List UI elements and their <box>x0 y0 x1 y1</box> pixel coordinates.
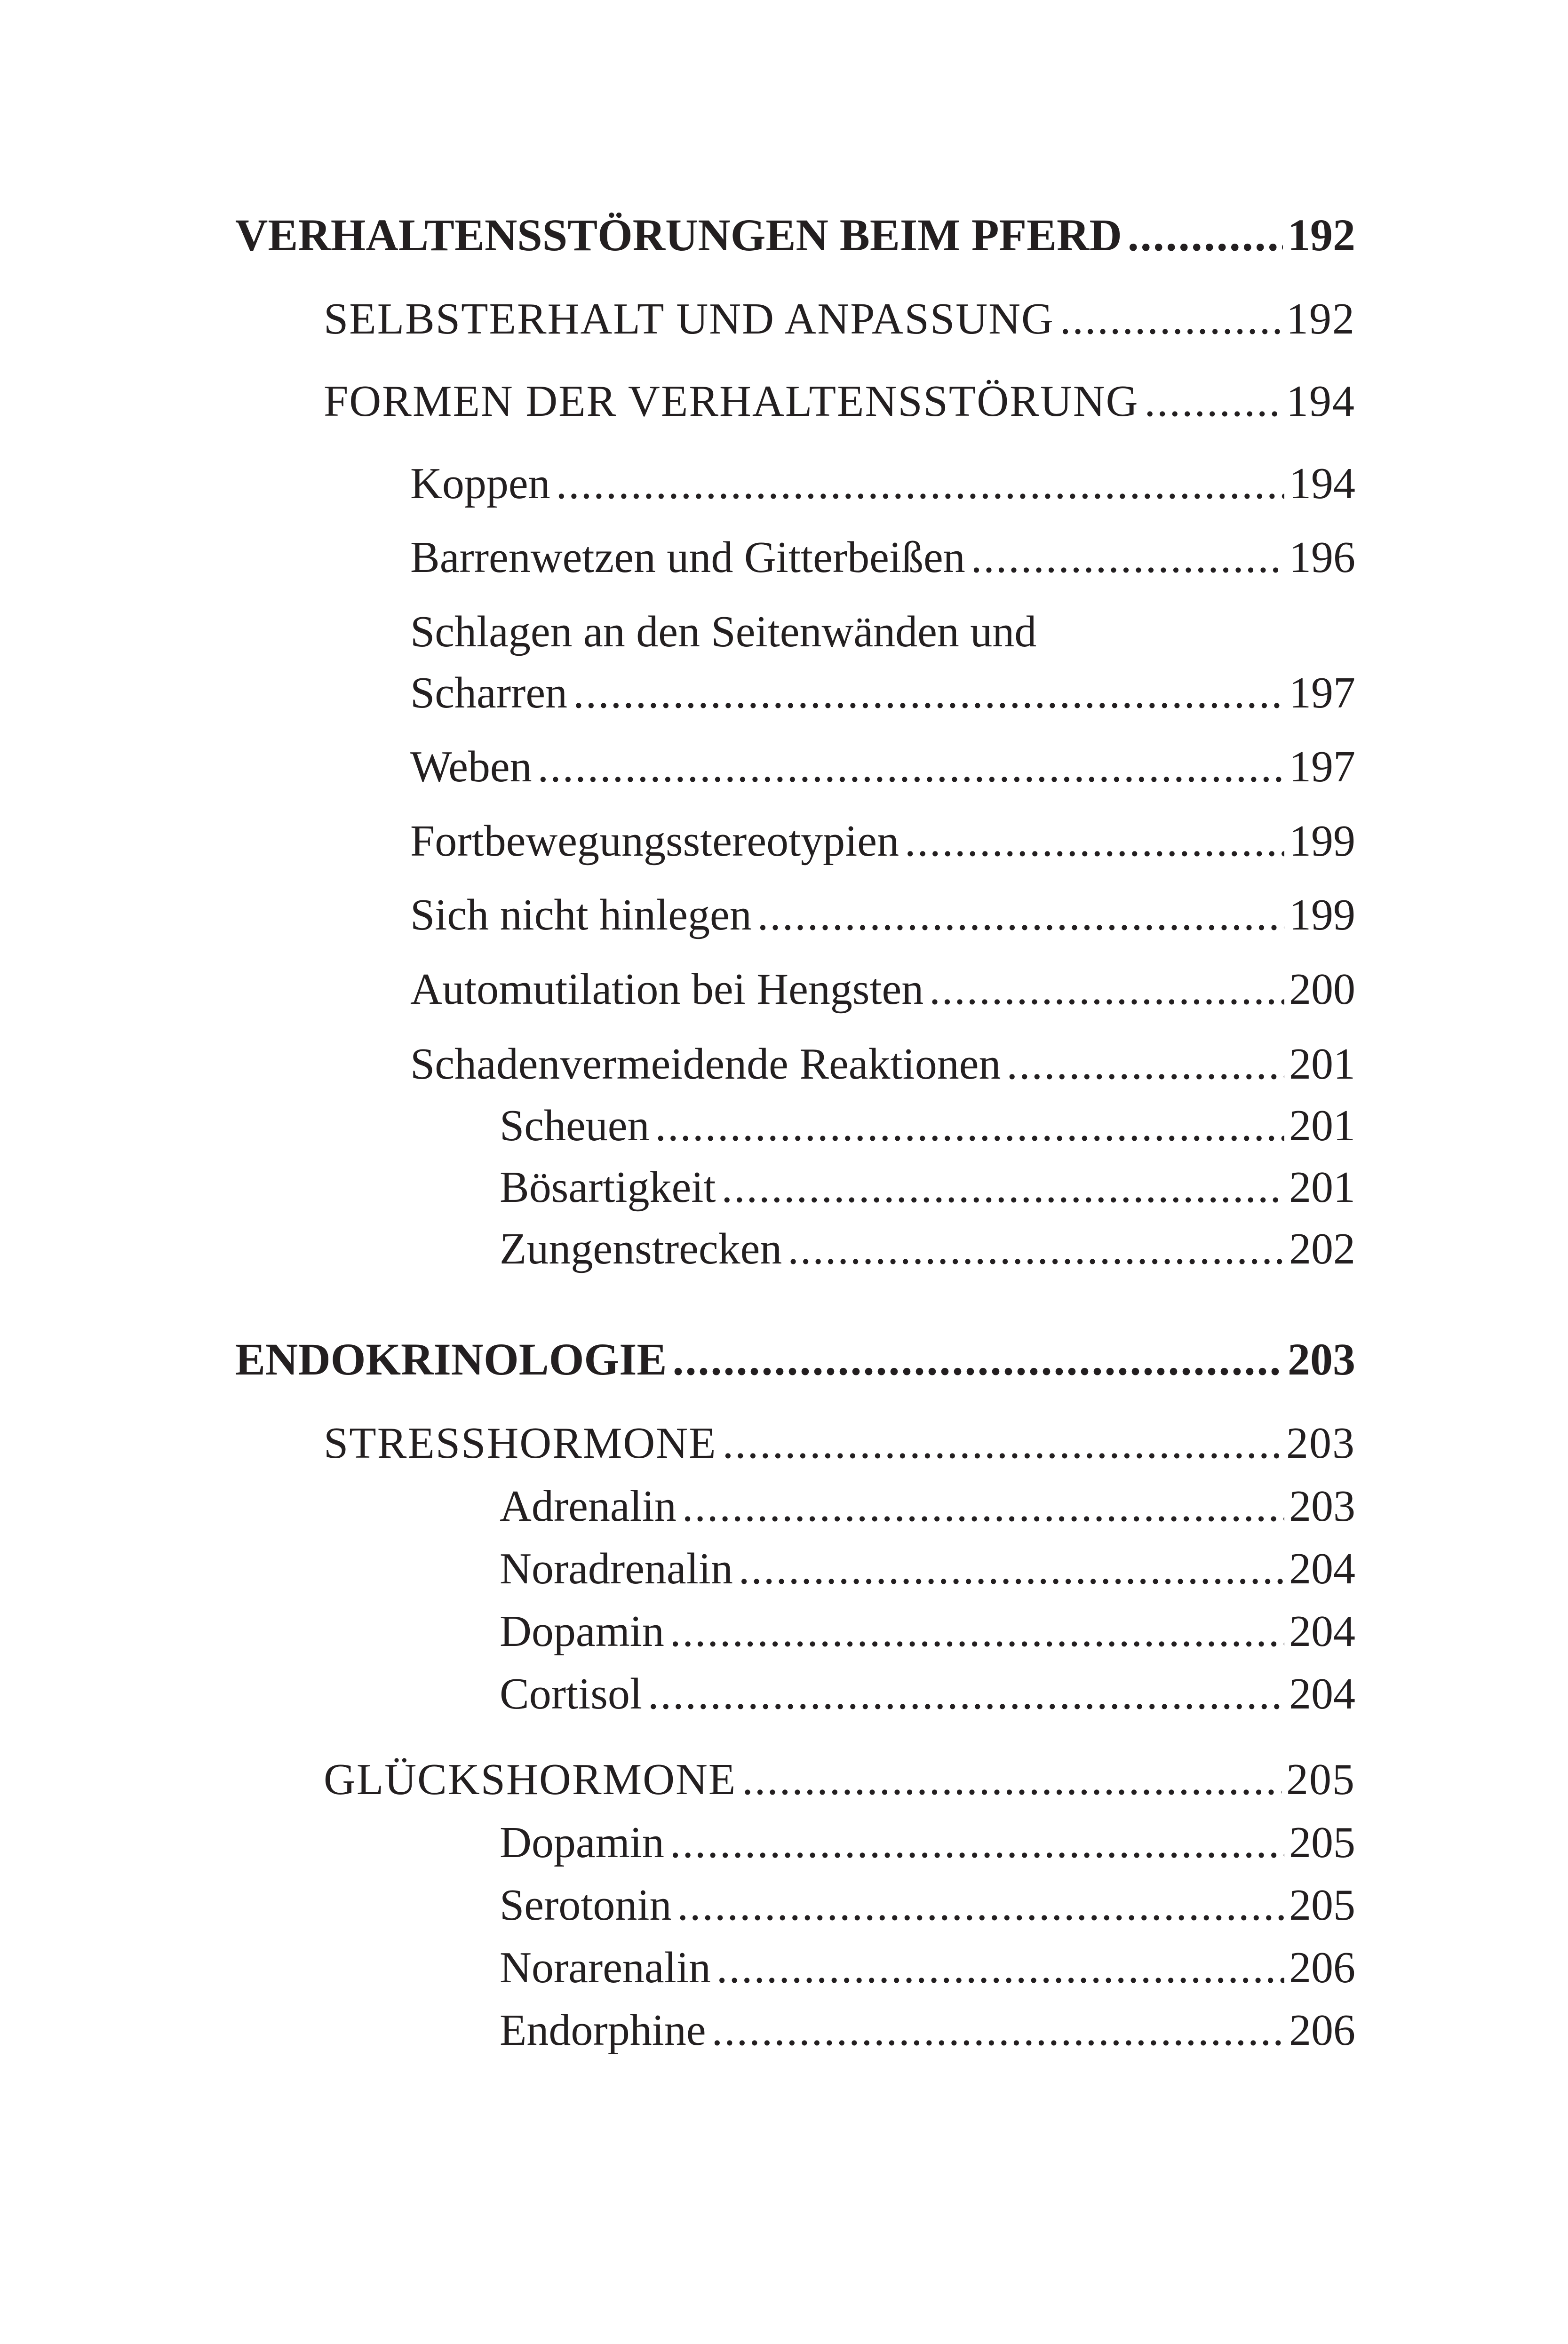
toc-entry-item[interactable] <box>410 453 1355 514</box>
toc-entry-subitem[interactable] <box>500 2000 1355 2061</box>
dot-leader <box>672 1329 1283 1390</box>
toc-entry-title: STRESSHORMONE <box>324 1419 717 1468</box>
dot-leader <box>905 810 1284 872</box>
toc-entry-page: 197 <box>1289 668 1355 717</box>
dot-leader <box>722 1157 1285 1218</box>
toc-entry-title: Barrenwetzen und Gitterbeißen <box>410 533 965 582</box>
toc-entry-title: Dopamin <box>500 1607 664 1656</box>
toc-entry-title: Weben <box>410 742 532 791</box>
dot-leader <box>739 1538 1284 1599</box>
toc-entry-title: SELBSTERHALT UND ANPASSUNG <box>324 294 1054 343</box>
toc-entry-page: 201 <box>1289 1163 1355 1212</box>
toc-entry-subitem[interactable] <box>500 1812 1355 1873</box>
toc-entry-page: 203 <box>1289 1482 1355 1531</box>
toc-entry-page: 192 <box>1288 210 1355 260</box>
toc-entry-title: Serotonin <box>500 1881 672 1930</box>
dot-leader <box>716 1937 1284 1998</box>
toc-entry-page: 205 <box>1289 1818 1355 1867</box>
toc-entry-subsection[interactable] <box>324 1749 1355 1810</box>
toc-entry-page: 192 <box>1286 294 1355 343</box>
toc-entry-title: Scharren <box>410 668 568 717</box>
toc-entry-title: GLÜCKSHORMONE <box>324 1755 737 1804</box>
toc-entry-page: 194 <box>1286 377 1355 426</box>
toc-entry-title: FORMEN DER VERHALTENSSTÖRUNG <box>324 377 1139 426</box>
toc-entry-item[interactable] <box>410 662 1355 723</box>
toc-entry-title: Zungenstrecken <box>500 1224 782 1273</box>
toc-entry-item[interactable] <box>410 884 1355 946</box>
dot-leader <box>682 1476 1284 1537</box>
toc-entry-section[interactable] <box>235 1329 1355 1390</box>
dot-leader <box>670 1601 1284 1662</box>
toc-entry-subsection[interactable] <box>324 1413 1355 1474</box>
dot-leader <box>655 1095 1284 1156</box>
toc-entry-title: Schadenvermeidende Reaktionen <box>410 1040 1001 1089</box>
toc-entry-subitem[interactable] <box>500 1601 1355 1662</box>
toc-entry-page: 206 <box>1289 1943 1355 1992</box>
toc-entry-page: 203 <box>1288 1334 1355 1384</box>
toc-entry-title: Norarenalin <box>500 1943 711 1992</box>
toc-entry-page: 203 <box>1286 1419 1355 1468</box>
toc-entry-page: 201 <box>1289 1040 1355 1089</box>
dot-leader <box>712 2000 1284 2061</box>
toc-entry-item[interactable] <box>410 527 1355 588</box>
dot-leader <box>556 453 1284 514</box>
toc-entry-title: ENDOKRINOLOGIE <box>235 1334 667 1384</box>
toc-entry-page: 199 <box>1289 890 1355 939</box>
dot-leader <box>670 1812 1284 1873</box>
dot-leader <box>1128 205 1283 266</box>
toc-entry-page: 202 <box>1289 1224 1355 1273</box>
dot-leader <box>1145 371 1281 432</box>
toc-entry-subitem[interactable] <box>500 1157 1355 1218</box>
toc-entry-subitem[interactable] <box>500 1663 1355 1724</box>
dot-leader <box>573 662 1284 723</box>
dot-leader <box>723 1413 1281 1474</box>
toc-entry-page: 194 <box>1289 459 1355 508</box>
toc-entry-title: Scheuen <box>500 1101 650 1150</box>
toc-entry-item[interactable] <box>410 810 1355 872</box>
toc-entry-item[interactable] <box>410 959 1355 1020</box>
toc-entry-subitem[interactable] <box>500 1937 1355 1998</box>
toc-entry-page: 206 <box>1289 2006 1355 2055</box>
toc-entry-section[interactable] <box>235 205 1355 266</box>
toc-entry-title: Automutilation bei Hengsten <box>410 965 924 1014</box>
toc-entry-page: 197 <box>1289 742 1355 791</box>
toc-entry-subsection[interactable] <box>324 371 1355 432</box>
toc-entry-title: VERHALTENSSTÖRUNGEN BEIM PFERD <box>235 210 1122 260</box>
toc-entry-subitem[interactable] <box>500 1476 1355 1537</box>
toc-entry-page: 201 <box>1289 1101 1355 1150</box>
dot-leader <box>677 1875 1284 1936</box>
toc-entry-page: 200 <box>1289 965 1355 1014</box>
dot-leader <box>1060 288 1281 350</box>
dot-leader <box>538 736 1284 797</box>
toc-entry-title-line1[interactable]: Schlagen an den Seitenwänden und <box>410 607 1037 656</box>
dot-leader <box>788 1218 1284 1279</box>
dot-leader <box>742 1749 1281 1810</box>
toc-entry-title: Noradrenalin <box>500 1544 733 1593</box>
toc-entry-item[interactable] <box>410 1033 1355 1095</box>
toc-entry-page: 204 <box>1289 1544 1355 1593</box>
toc-entry-title: Sich nicht hinlegen <box>410 890 752 939</box>
dot-leader <box>1006 1033 1284 1095</box>
dot-leader <box>929 959 1284 1020</box>
toc-entry-subitem[interactable] <box>500 1095 1355 1156</box>
toc-entry-subitem[interactable] <box>500 1538 1355 1599</box>
toc-entry-title: Bösartigkeit <box>500 1163 716 1212</box>
toc-entry-title: Adrenalin <box>500 1482 677 1531</box>
toc-entry-title: Endorphine <box>500 2006 706 2055</box>
toc-entry-title: Fortbewegungsstereotypien <box>410 817 899 866</box>
toc-entry-page: 205 <box>1289 1881 1355 1930</box>
toc-entry-page: 204 <box>1289 1669 1355 1718</box>
dot-leader <box>648 1663 1284 1724</box>
toc-entry-subitem[interactable] <box>500 1875 1355 1936</box>
toc-entry-item[interactable] <box>410 736 1355 797</box>
toc-entry-title: Cortisol <box>500 1669 642 1718</box>
toc-entry-title: Dopamin <box>500 1818 664 1867</box>
toc-entry-subitem[interactable] <box>500 1218 1355 1279</box>
toc-entry-page: 204 <box>1289 1607 1355 1656</box>
toc-entry-title: Koppen <box>410 459 550 508</box>
dot-leader <box>757 884 1284 946</box>
toc-entry-subsection[interactable] <box>324 288 1355 350</box>
toc-entry-page: 205 <box>1286 1755 1355 1804</box>
toc-entry-page: 196 <box>1289 533 1355 582</box>
toc-entry-page: 199 <box>1289 817 1355 866</box>
dot-leader <box>971 527 1284 588</box>
